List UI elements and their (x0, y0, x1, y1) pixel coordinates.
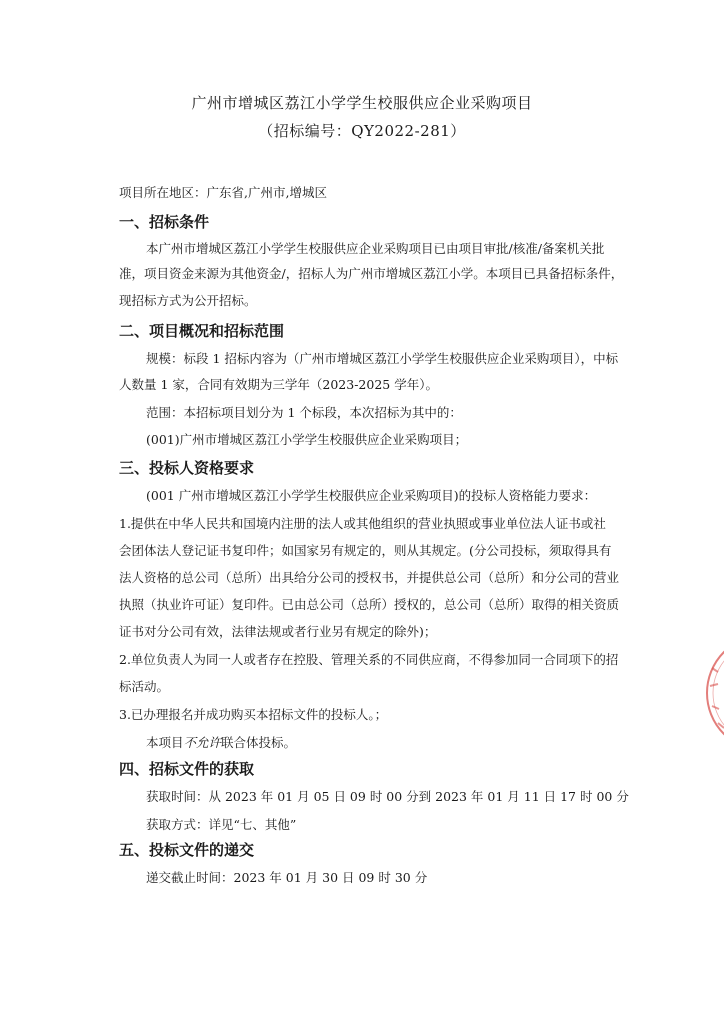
section-3-line: 1.提供在中华人民共和国境内注册的法人或其他组织的营业执照或事业单位法人证书或社 (119, 516, 606, 531)
section-2-line: 规模：标段 1 招标内容为（广州市增城区荔江小学学生校服供应企业采购项目），中标 (146, 351, 619, 366)
section-1-heading: 一、招标条件 (119, 213, 210, 231)
section-3-line: 证书对分公司有效，法律法规或者行业另有规定的除外)； (119, 624, 437, 639)
section-3-line: 2.单位负责人为同一人或者存在控股、管理关系的不同供应商，不得参加同一合同项下的招 (119, 652, 619, 667)
section-3-line: 执照（执业许可证）复印件。已由总公司（总所）授权的，总公司（总所）取得的相关资质 (119, 597, 620, 612)
section-5-heading: 五、投标文件的递交 (119, 841, 255, 859)
section-4-line: 获取方式：详见“七、其他” (146, 817, 297, 832)
red-seal-stamp (690, 628, 724, 758)
section-4-heading: 四、招标文件的获取 (119, 760, 255, 778)
tender-number: （招标编号：QY2022-281） (258, 122, 466, 140)
section-1-line: 现招标方式为公开招标。 (119, 293, 257, 308)
section-5-line: 递交截止时间：2023 年 01 月 30 日 09 时 30 分 (146, 870, 428, 885)
section-3-line: 3.已办理报名并成功购买本招标文件的投标人。； (119, 707, 388, 722)
section-2-heading: 二、项目概况和招标范围 (119, 322, 285, 340)
consortium-suffix: 联合体投标。 (221, 735, 297, 750)
section-3-heading: 三、投标人资格要求 (119, 459, 255, 477)
section-3-line: 法人资格的总公司（总所）出具给分公司的授权书，并提供总公司（总所）和分公司的营业 (119, 570, 620, 585)
consortium-status: 不允许 (183, 735, 222, 750)
section-2-line: 范围：本招标项目划分为 1 个标段，本次招标为其中的： (146, 405, 462, 420)
section-1-line: 准，项目资金来源为其他资金/，招标人为广州市增城区荔江小学。本项目已具备招标条件， (119, 266, 624, 281)
project-region: 项目所在地区：广东省,广州市,增城区 (119, 185, 327, 200)
section-2-line: 人数量 1 家，合同有效期为三学年（2023-2025 学年）。 (119, 377, 438, 392)
section-3-line: 会团体法人登记证书复印件；如国家另有规定的，则从其规定。(分公司投标，须取得具有 (119, 543, 612, 558)
section-3-line: (001 广州市增城区荔江小学学生校服供应企业采购项目)的投标人资格能力要求： (146, 488, 597, 503)
section-1-line: 本广州市增城区荔江小学学生校服供应企业采购项目已由项目审批/核准/备案机关批 (146, 241, 605, 256)
section-4-line: 获取时间：从 2023 年 01 月 05 日 09 时 00 分到 2023 年 01 月 11 日 17 时 00 分 (146, 789, 629, 804)
consortium-prefix: 本项目 (146, 735, 184, 750)
section-2-line: (001)广州市增城区荔江小学学生校服供应企业采购项目； (146, 432, 468, 447)
section-3-line: 标活动。 (119, 679, 170, 694)
document-title: 广州市增城区荔江小学学生校服供应企业采购项目 (191, 94, 533, 112)
consortium-line (146, 733, 296, 751)
